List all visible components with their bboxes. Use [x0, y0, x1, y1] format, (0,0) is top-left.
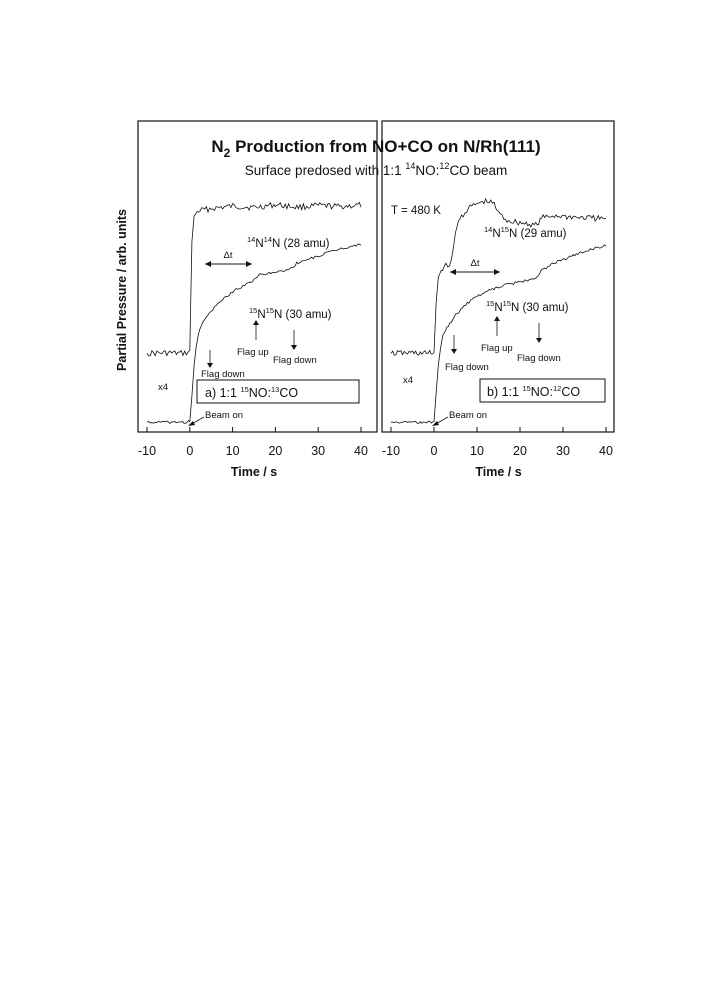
panel-a-delta-t-arrow: [205, 261, 252, 267]
panel-b-x4: x4: [403, 375, 414, 386]
y-axis-label: Partial Pressure / arb. units: [115, 209, 129, 371]
x-tick-label-b-1: 0: [430, 444, 438, 458]
x-tick-label-a-5: 40: [354, 444, 368, 458]
panel-a-delta-t: Δt: [223, 250, 233, 261]
panel-b-delta-t: Δt: [470, 258, 480, 269]
panel-a-flag-down-1: Flag down: [201, 369, 245, 380]
panel-a-flag-up-arrow: [253, 320, 259, 340]
panel-a-x4: x4: [158, 382, 169, 393]
panel-b-flag-up-arrow: [494, 316, 500, 336]
x-axis-label-a: Time / s: [230, 465, 278, 479]
panel-b-label-30amu: $^{15}N^{15}N$ (30 amu): [486, 299, 569, 314]
x-axis-label-b: Time / s: [475, 465, 522, 479]
x-tick-label-b-3: 20: [513, 444, 527, 458]
panel-b-flag-down-1: Flag down: [445, 362, 489, 373]
panel-a-legend-text: a) 1:1 $^{15}$NO:$^{13}$CO: [205, 385, 299, 400]
x-tick-label-a-0: -10: [137, 444, 157, 458]
panel-b-temperature: T = 480 K: [391, 205, 441, 217]
panel-a-flag-up: Flag up: [237, 347, 269, 358]
panel-a-label-30amu: $^{15}N^{15}N$ (30 amu): [249, 306, 332, 321]
figure-subtitle: Surface predosed with 1:1 $^{14}$NO:$^{12}$CO beam: [244, 161, 508, 178]
x-tick-label-a-3: 20: [268, 444, 283, 458]
panel-b-beam-on: Beam on: [449, 410, 488, 421]
x-tick-label-b-0: -10: [381, 444, 401, 458]
x-tick-label-b-5: 40: [599, 444, 613, 458]
series-line-b-0: [391, 199, 606, 355]
panel-b-delta-t-arrow: [450, 269, 500, 275]
panel-b-flag-down-arrow-1: [451, 335, 457, 354]
panel-b-legend-text: b) 1:1 $^{15}$NO:$^{12}$CO: [487, 384, 581, 399]
panel-b-flag-down-arrow-2: [536, 323, 542, 343]
x-tick-label-a-4: 30: [311, 444, 326, 458]
panel-a-label-28amu: $^{14}N^{14}N$ (28 amu): [247, 235, 330, 250]
panel-b-label-29amu: $^{14}N^{15}N$ (29 amu): [484, 225, 567, 240]
panel-a-flag-down-arrow-2: [291, 330, 297, 350]
panel-a-beam-on: Beam on: [205, 410, 244, 421]
axes: [138, 427, 613, 479]
x-tick-label-a-1: 0: [186, 444, 194, 458]
x-tick-label-b-4: 30: [556, 444, 570, 458]
panel-b-flag-down-2: Flag down: [517, 353, 561, 364]
panel-b-flag-up: Flag up: [481, 343, 513, 354]
x-tick-label-a-2: 10: [225, 444, 240, 458]
panel-a-flag-down-2: Flag down: [273, 355, 317, 366]
figure-title: $N_2$ Production from NO+CO on N/Rh(111): [211, 137, 541, 160]
panel-a-flag-down-arrow-1: [207, 350, 213, 368]
x-tick-label-b-2: 10: [470, 444, 484, 458]
